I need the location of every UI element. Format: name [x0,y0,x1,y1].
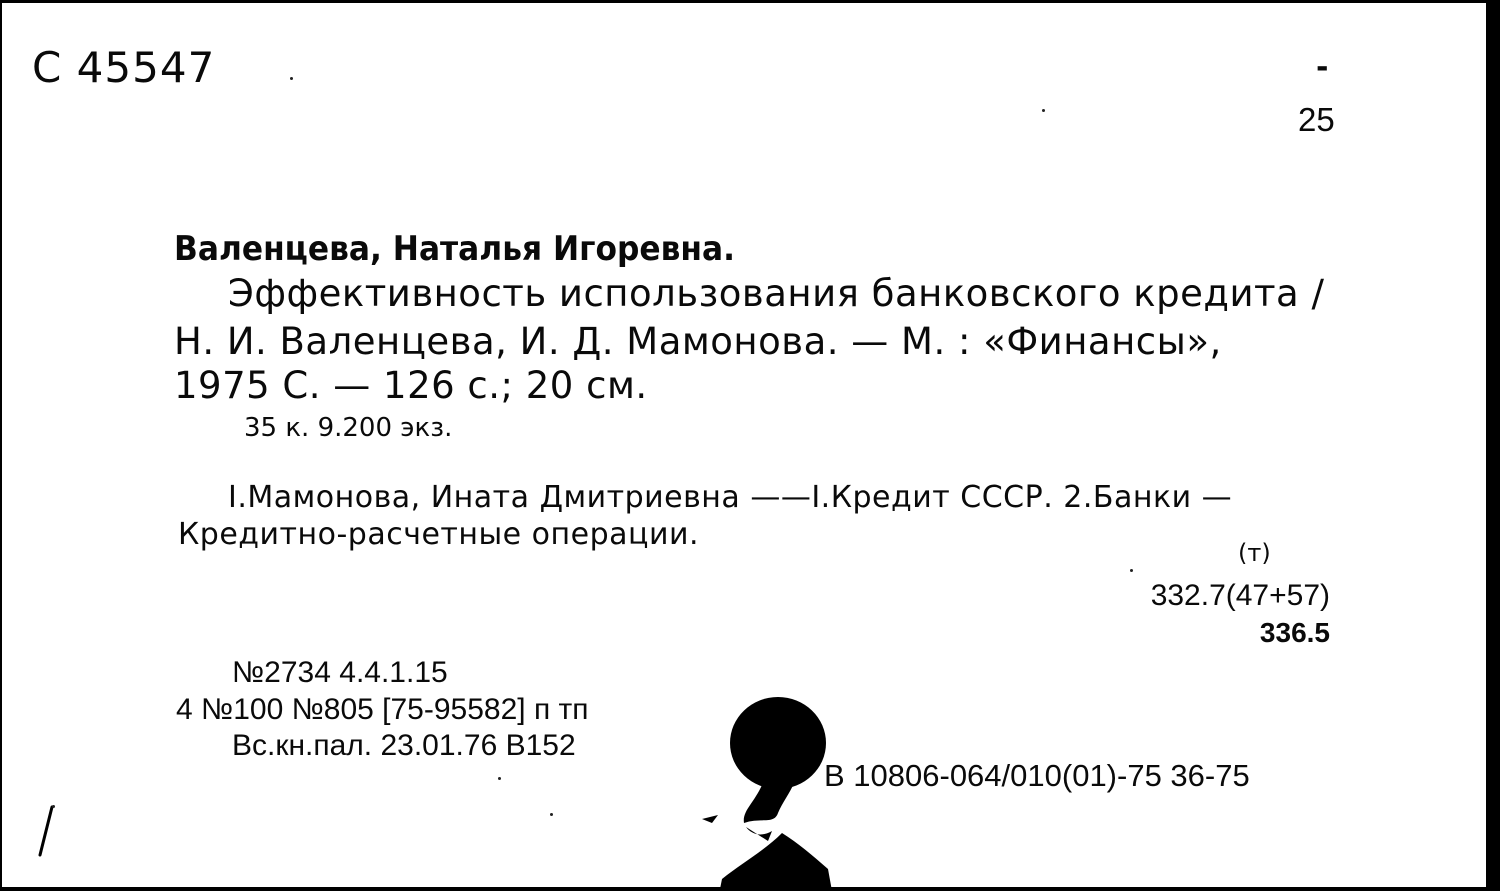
dust-speck [498,777,501,780]
classification-mark: (т) [1238,539,1271,567]
title-line-2: Н. И. Валенцева, И. Д. Мамонова. — М. : «Финансы», [174,320,1222,363]
bbk-index: 336.5 [1259,617,1330,648]
service-line-3: Вс.кн.пал. 23.01.76 В152 [232,729,576,762]
pencil-mark [32,803,62,863]
dust-speck [1130,569,1133,572]
card-id: С 45547 [32,43,216,92]
dust-speck [52,805,55,808]
tracing-line-1: I.Мамонова, Ината Дмитриевна ——I.Кредит СССР. 2.Банки — [228,480,1233,515]
udk-index: 332.7(47+57) [1150,579,1330,612]
title-line-3: 1975 С. — 126 с.; 20 см. [174,364,648,407]
service-line-2: 4 №100 №805 [75-95582] п тп [176,693,589,726]
price-print-run: 35 к. 9.200 экз. [244,413,453,443]
dust-speck [550,813,553,816]
author-heading: Валенцева, Наталья Игоревна. [174,229,735,269]
ink-blot-stamp [702,693,852,891]
isbn-code: В 10806-064/010(01)-75 36-75 [824,758,1250,793]
title-line-1: Эффективность использования банковского кредита / [228,272,1325,315]
dust-speck [290,77,293,80]
dust-speck [1042,109,1045,112]
service-line-1: №2734 4.4.1.15 [232,656,448,689]
dash-mark: - [1316,50,1329,85]
card-number: 25 [1298,101,1335,138]
tracing-line-2: Кредитно-расчетные операции. [178,517,699,552]
